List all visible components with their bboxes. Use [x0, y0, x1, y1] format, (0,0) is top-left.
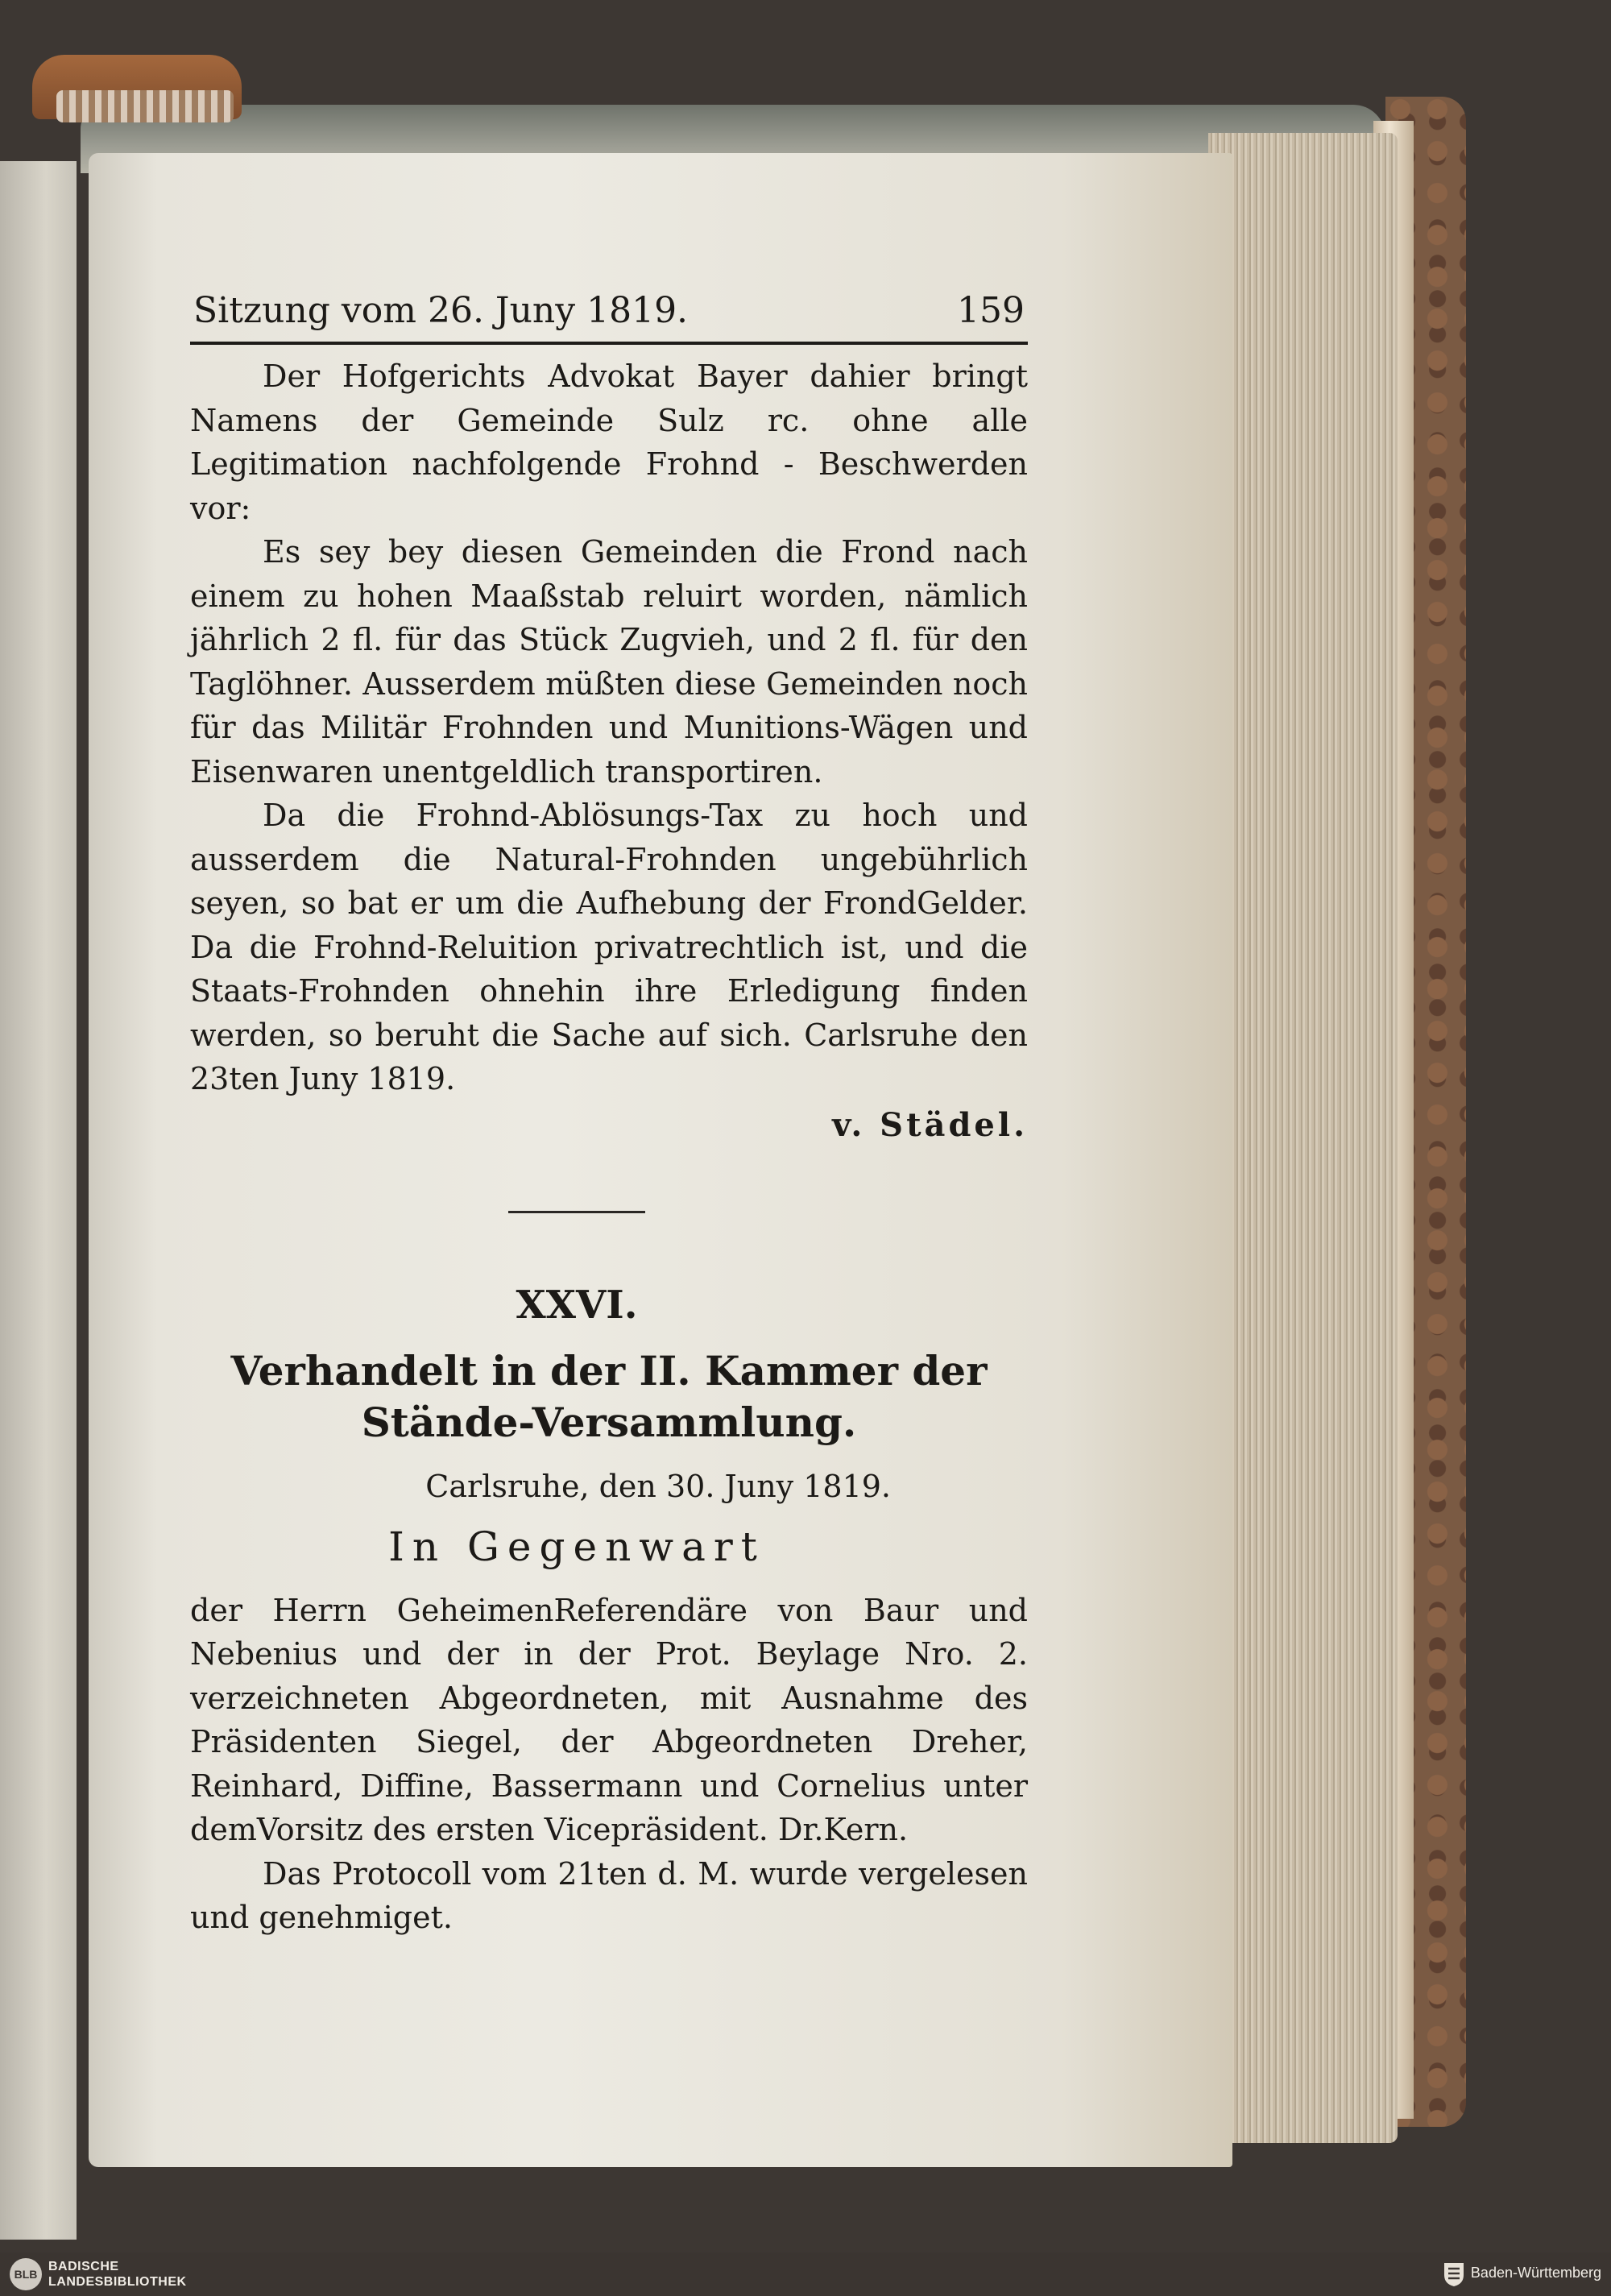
section-number: XXVI.	[516, 1282, 638, 1328]
headband-stripe	[56, 90, 234, 122]
page-fore-edge	[1208, 133, 1398, 2143]
running-head	[190, 282, 1028, 340]
paragraph-grievance: Es sey bey diesen Gemeinden die Frond nach einem zu hohen Maaßstab reluirt worden, nämlich jährlich 2 fl. für das Stück Zugvieh, und 2 fl. für den Taglöhner. Ausserdem müßten diese Gemeinden noch für das Militär Frohnden und Munitions-Wägen und Eisenwaren unentgeldlich transportiren.	[190, 534, 1028, 790]
paragraph-decision: Da die Frohnd-Ablösungs-Tax zu hoch und ausserdem die Natural-Frohnden ungebührlich seyen, so bat er um die Aufhebung der FrondGelder. Da die Frohnd-Reluition privatrechtlich ist, und die Staats-Frohnden ohnehin ihre Erledigung finden werden, so beruht die Sache auf sich. Carlsruhe den 23ten Juny 1819.	[190, 798, 1028, 1096]
attendance-paragraph: der Herrn GeheimenReferendäre von Baur und Nebenius und der in der Prot. Beylage Nro. 2. verzeichneten Abgeordneten, mit Ausnahme des Präsidenten Siegel, der Abgeordneten Dreher, Reinhard, Diffine, Bassermann und Cornelius unter demVorsitz des ersten Vicepräsident. Dr.Kern.	[190, 1592, 1028, 1847]
protocol-paragraph: Das Protocoll vom 21ten d. M. wurde vergelesen und genehmiget.	[190, 1855, 1028, 1935]
blb-line-1: BADISCHE	[48, 2260, 119, 2273]
signature: v. Städel.	[832, 1105, 1028, 1144]
presence-title: In Gegenwart	[388, 1523, 765, 1570]
section-separator	[508, 1211, 645, 1213]
header-rule	[190, 342, 1028, 345]
blb-logo-icon: BLB	[10, 2258, 42, 2290]
facing-page-edge	[0, 161, 77, 2240]
page-text	[190, 282, 1028, 1940]
baden-wuerttemberg-crest-icon	[1442, 2261, 1466, 2288]
blb-logo-text	[48, 2259, 187, 2290]
section-heading: Verhandelt in der II. Kammer der Stände-Versammlung.	[230, 1346, 988, 1446]
page-number: 159	[957, 290, 1025, 331]
section-dateline: Carlsruhe, den 30. Juny 1819.	[425, 1468, 891, 1504]
blb-line-2: LANDESBIBLIOTHEK	[48, 2275, 187, 2289]
baden-wuerttemberg-text: Baden-Württemberg	[1470, 2265, 1601, 2281]
paragraph-complaint: Der Hofgerichts Advokat Bayer dahier bringt Namens der Gemeinde Sulz rc. ohne alle Legitimation nachfolgende Frohnd - Beschwerden vor:	[190, 358, 1028, 526]
viewer-footer	[0, 2252, 1611, 2296]
running-title: Sitzung vom 26. Juny 1819.	[193, 290, 689, 331]
